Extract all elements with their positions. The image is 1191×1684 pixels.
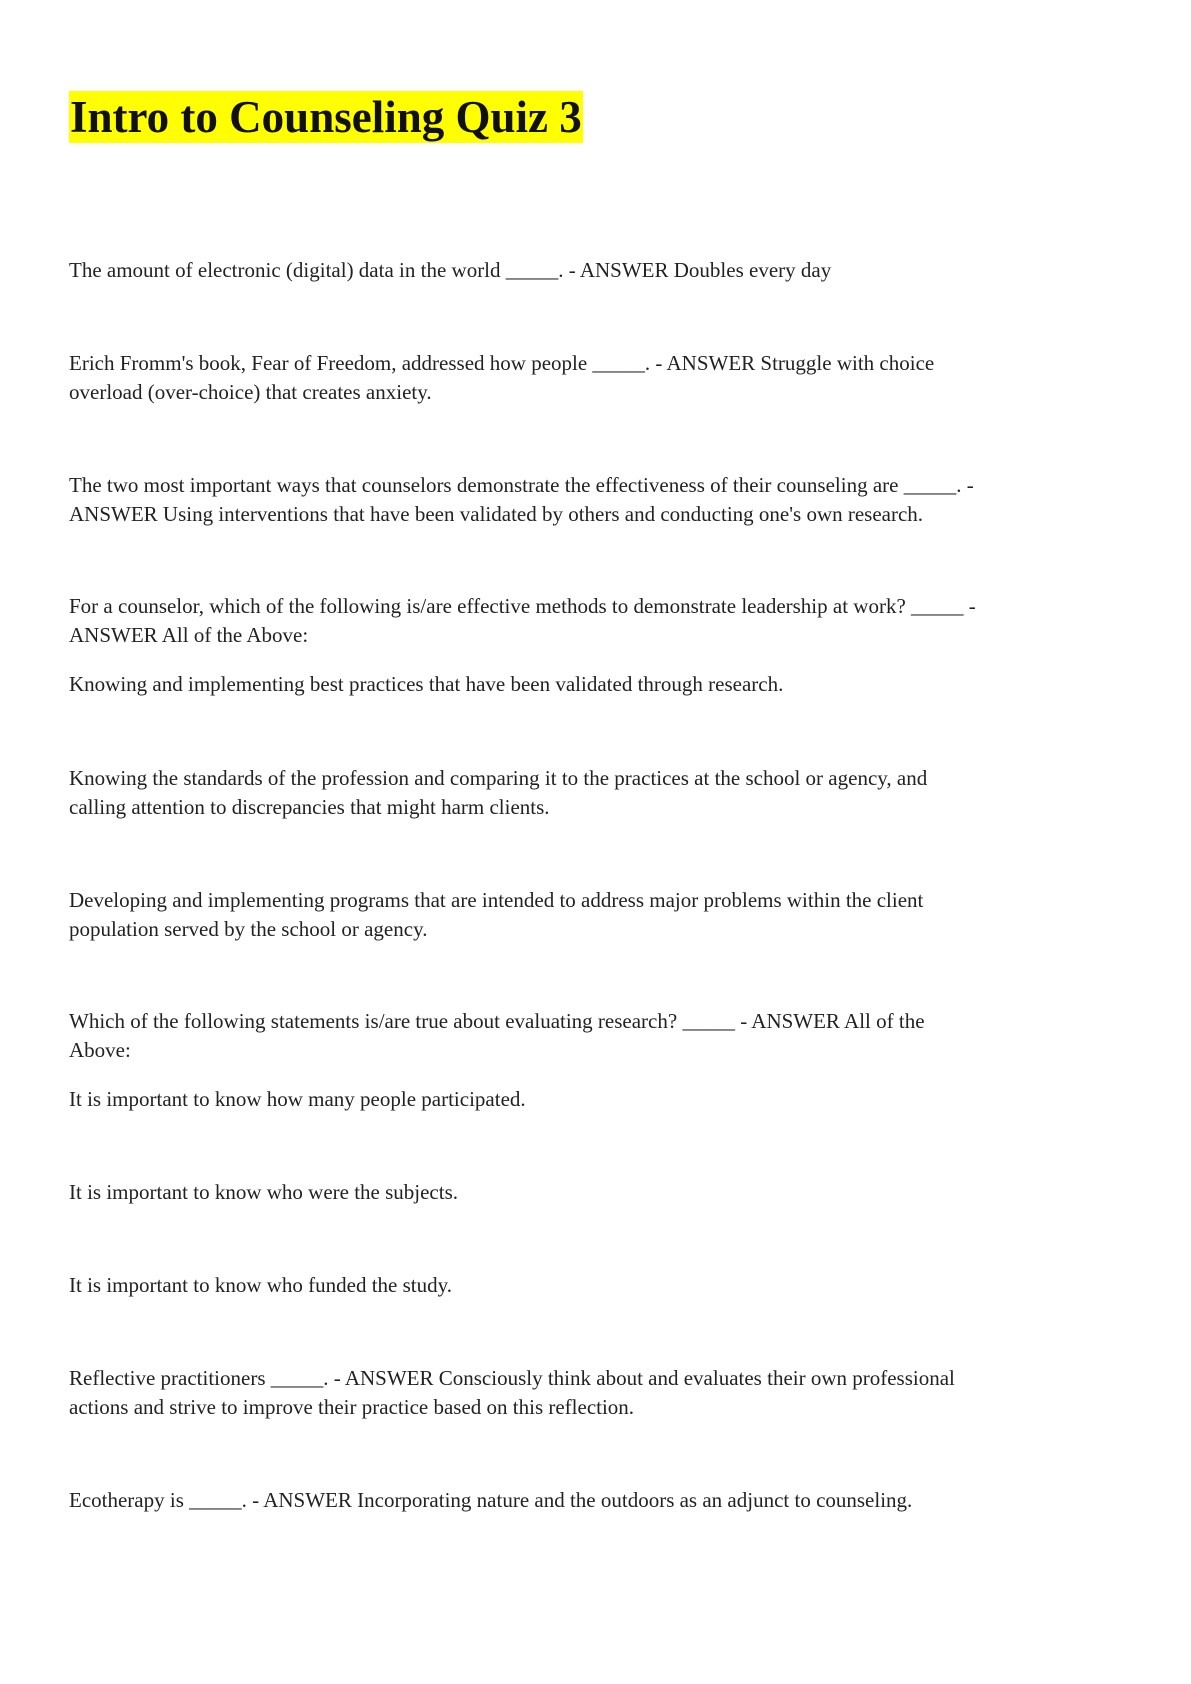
qa-paragraph bbox=[69, 764, 1129, 822]
paragraph-line: The amount of electronic (digital) data in the world _____. - ANSWER Doubles every day bbox=[69, 258, 832, 282]
paragraph-line: ANSWER Using interventions that have been validated by others and conducting one's own research. bbox=[69, 502, 924, 526]
paragraph-line: Developing and implementing programs that are intended to address major problems within the client bbox=[69, 888, 924, 912]
paragraph-line: Reflective practitioners _____. - ANSWER Consciously think about and evaluates their own professional bbox=[69, 1366, 955, 1390]
qa-paragraph bbox=[69, 886, 1129, 944]
qa-paragraph bbox=[69, 1271, 1129, 1300]
paragraph-line: It is important to know who were the subjects. bbox=[69, 1180, 459, 1204]
qa-paragraph bbox=[69, 349, 1129, 407]
paragraph-line: calling attention to discrepancies that might harm clients. bbox=[69, 795, 550, 819]
paragraph-line: For a counselor, which of the following is/are effective methods to demonstrate leadership at work? _____ - bbox=[69, 594, 976, 618]
qa-paragraph bbox=[69, 1364, 1129, 1422]
qa-paragraph bbox=[69, 1486, 1129, 1515]
paragraph-line: Which of the following statements is/are true about evaluating research? _____ - ANSWER All of the bbox=[69, 1009, 925, 1033]
paragraph-line: overload (over-choice) that creates anxiety. bbox=[69, 380, 432, 404]
paragraph-line: The two most important ways that counselors demonstrate the effectiveness of their counseling are _____. - bbox=[69, 473, 974, 497]
paragraph-line: Ecotherapy is _____. - ANSWER Incorporating nature and the outdoors as an adjunct to counseling. bbox=[69, 1488, 913, 1512]
qa-paragraph bbox=[69, 1007, 1129, 1065]
qa-paragraph bbox=[69, 471, 1129, 529]
qa-paragraph bbox=[69, 670, 1129, 699]
qa-paragraph bbox=[69, 1178, 1129, 1207]
paragraph-line: population served by the school or agency. bbox=[69, 917, 428, 941]
paragraph-line: It is important to know who funded the study. bbox=[69, 1273, 453, 1297]
paragraph-line: It is important to know how many people participated. bbox=[69, 1087, 526, 1111]
paragraph-line: Above: bbox=[69, 1038, 131, 1062]
title-container bbox=[69, 91, 583, 143]
paragraph-line: Knowing the standards of the profession and comparing it to the practices at the school or agency, and bbox=[69, 766, 928, 790]
qa-paragraph bbox=[69, 1085, 1129, 1114]
qa-paragraph bbox=[69, 592, 1129, 650]
paragraph-line: actions and strive to improve their practice based on this reflection. bbox=[69, 1395, 635, 1419]
page-title: Intro to Counseling Quiz 3 bbox=[70, 92, 582, 142]
qa-paragraph bbox=[69, 256, 1129, 285]
paragraph-line: Erich Fromm's book, Fear of Freedom, addressed how people _____. - ANSWER Struggle with choice bbox=[69, 351, 935, 375]
paragraph-line: Knowing and implementing best practices that have been validated through research. bbox=[69, 672, 784, 696]
paragraph-line: ANSWER All of the Above: bbox=[69, 623, 309, 647]
